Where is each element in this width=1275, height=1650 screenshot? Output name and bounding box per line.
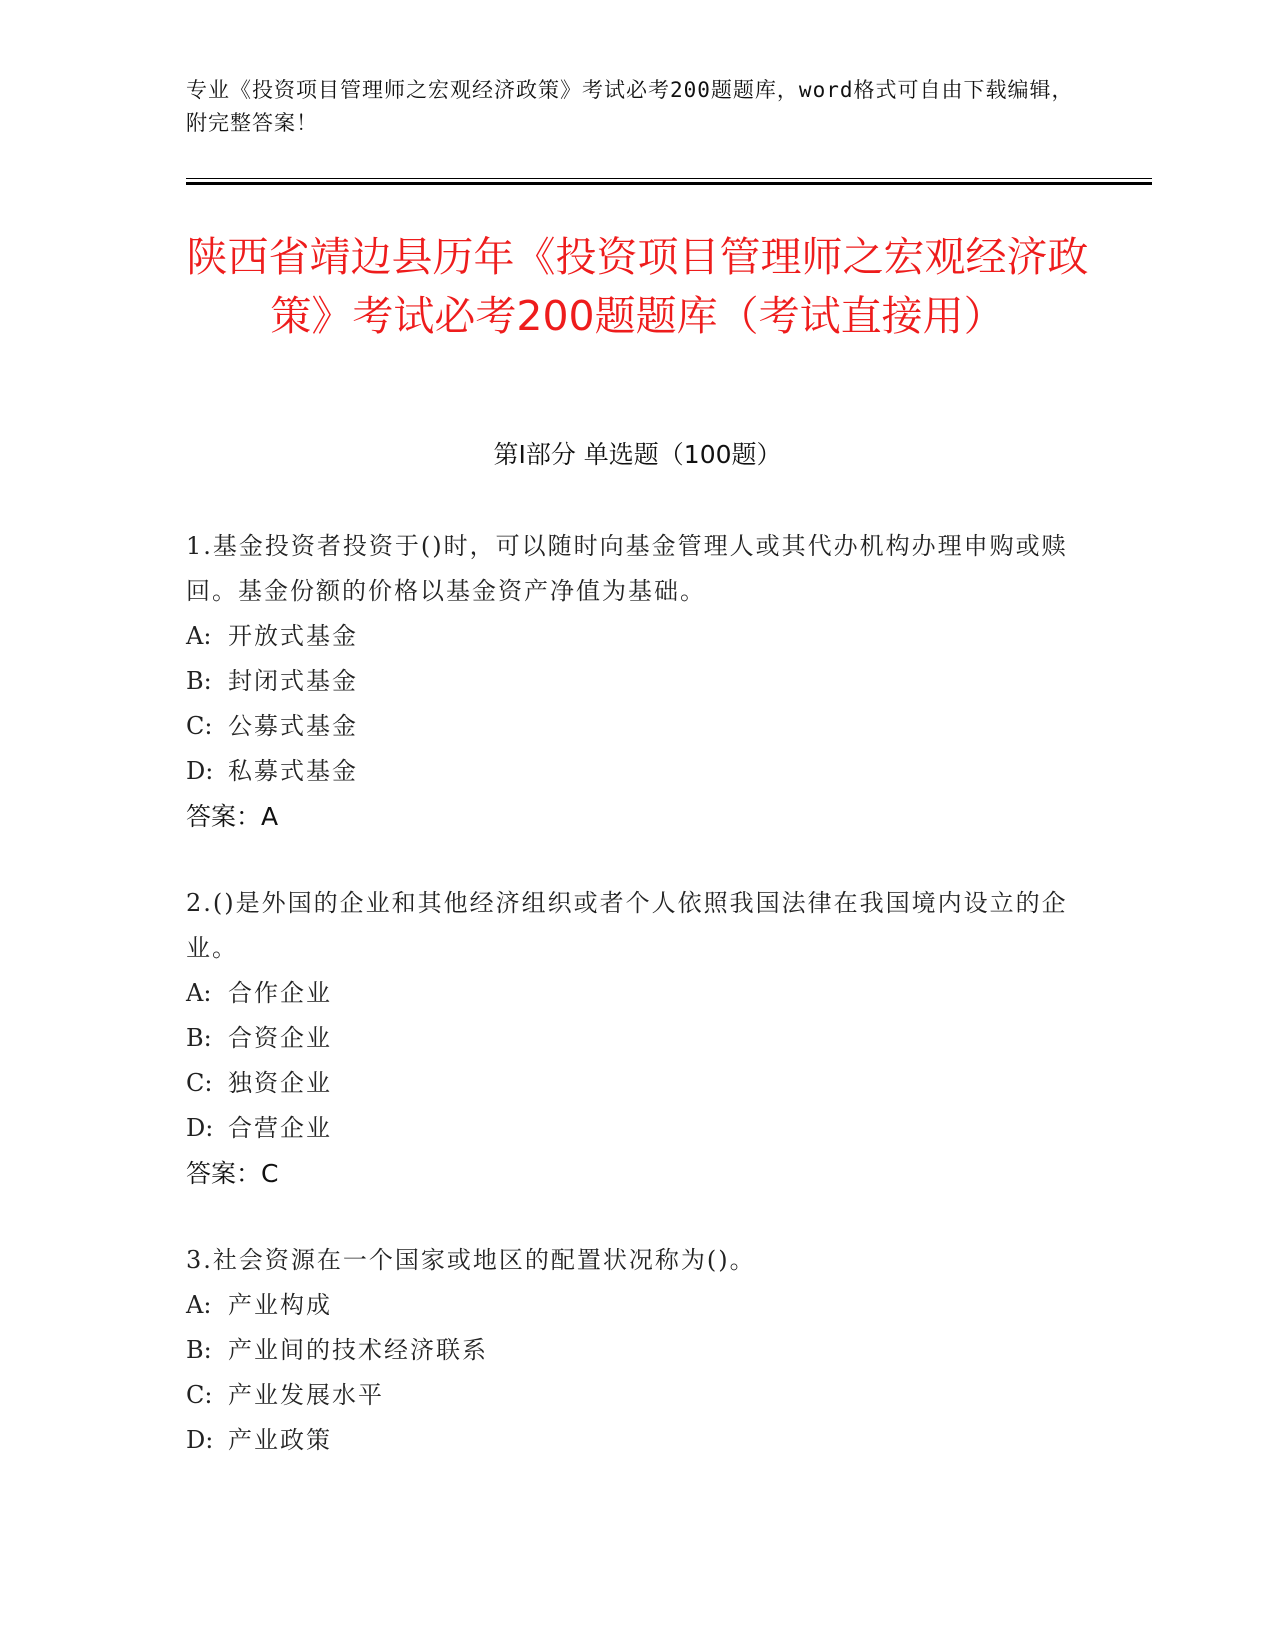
document-title: 陕西省靖边县历年《投资项目管理师之宏观经济政策》考试必考200题题库（考试直接用） — [186, 233, 1089, 340]
option-text: 合资企业 — [228, 1024, 332, 1052]
option-text: 开放式基金 — [228, 622, 358, 650]
option-key: C: — [186, 1069, 213, 1097]
option-text: 独资企业 — [228, 1069, 332, 1097]
answer-line: 答案：A — [186, 802, 279, 831]
section-title: 第I部分 单选题（100题） — [493, 440, 782, 469]
question-2 — [186, 881, 1086, 1196]
option-key: A: — [186, 979, 212, 1007]
option-b — [186, 659, 1086, 704]
option-text: 公募式基金 — [228, 712, 358, 740]
option-key: B: — [186, 667, 212, 695]
option-d — [186, 749, 1086, 794]
option-c — [186, 704, 1086, 749]
option-text: 封闭式基金 — [228, 667, 358, 695]
option-a — [186, 971, 1086, 1016]
question-1 — [186, 524, 1086, 839]
option-key: D: — [186, 757, 214, 785]
option-a — [186, 614, 1086, 659]
question-stem: 1.基金投资者投资于()时，可以随时向基金管理人或其代办机构办理申购或赎回。基金份额的价格以基金资产净值为基础。 — [186, 532, 1068, 605]
question-stem: 2.()是外国的企业和其他经济组织或者个人依照我国法律在我国境内设立的企业。 — [186, 889, 1068, 962]
question-stem: 3.社会资源在一个国家或地区的配置状况称为()。 — [186, 1246, 756, 1274]
option-text: 产业发展水平 — [228, 1381, 384, 1409]
option-a — [186, 1283, 1086, 1328]
option-text: 产业间的技术经济联系 — [228, 1336, 488, 1364]
option-key: A: — [186, 1291, 212, 1319]
option-b — [186, 1016, 1086, 1061]
option-text: 私募式基金 — [228, 757, 358, 785]
option-text: 产业构成 — [228, 1291, 332, 1319]
question-list — [186, 524, 1086, 1505]
option-text: 产业政策 — [228, 1426, 332, 1454]
option-d — [186, 1106, 1086, 1151]
answer-line: 答案：C — [186, 1159, 279, 1188]
option-key: B: — [186, 1336, 212, 1364]
header-rule-thin — [186, 178, 1152, 179]
option-b — [186, 1328, 1086, 1373]
option-key: C: — [186, 712, 213, 740]
option-d — [186, 1418, 1086, 1463]
option-key: D: — [186, 1426, 214, 1454]
header-rule-thick — [186, 182, 1152, 185]
option-key: C: — [186, 1381, 213, 1409]
option-key: B: — [186, 1024, 212, 1052]
option-text: 合作企业 — [228, 979, 332, 1007]
header-note: 专业《投资项目管理师之宏观经济政策》考试必考200题题库，word格式可自由下载编辑，附完整答案！ — [186, 78, 1074, 135]
option-key: A: — [186, 622, 212, 650]
option-text: 合营企业 — [228, 1114, 332, 1142]
question-3 — [186, 1238, 1086, 1463]
option-c — [186, 1373, 1086, 1418]
option-c — [186, 1061, 1086, 1106]
option-key: D: — [186, 1114, 214, 1142]
